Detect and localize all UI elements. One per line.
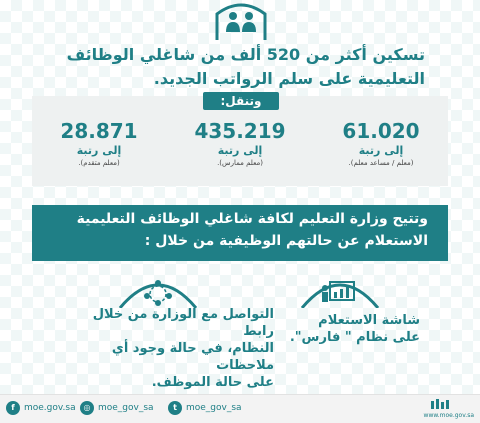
- method-contact: [66, 306, 274, 391]
- stat-rank: إلى رتبة: [217, 144, 263, 157]
- stat-rank: إلى رتبة: [76, 144, 122, 157]
- method-contact-line1: التواصل مع الوزارة من خلال رابط: [92, 307, 274, 339]
- headline: [45, 43, 425, 91]
- people-icon: [215, 0, 267, 40]
- website-text: moe.gov.sa: [24, 403, 76, 413]
- ministry-logo: [424, 398, 474, 419]
- method-screen: [270, 312, 420, 346]
- method-screen-line1: شاشة الاستعلام: [318, 313, 420, 328]
- method-contact-line3: على حالة الموظف.: [151, 375, 274, 390]
- globe-icon: f: [6, 401, 20, 415]
- ministry-line1: وتتيح وزارة التعليم لكافة شاغلي الوظائف التعليمية: [76, 211, 428, 227]
- presentation-screen-icon: [300, 268, 380, 308]
- stat-number: 61.020: [342, 119, 420, 143]
- headline-line2: التعليمية على سلم الرواتب الجديد.: [153, 69, 425, 88]
- twitter-text: moe_gov_sa: [186, 403, 242, 413]
- stat-note: (معلم / مساعد معلم).: [348, 159, 414, 167]
- twitter-icon: t: [168, 401, 182, 415]
- stat-rank: إلى رتبة: [358, 144, 404, 157]
- stat-advanced-teacher: [44, 118, 154, 168]
- stat-note: (معلم ممارس).: [217, 159, 263, 167]
- ministry-text: [32, 208, 428, 252]
- ministry-logo-mark: [429, 398, 469, 410]
- instagram-text: moe_gov_sa: [98, 403, 154, 413]
- ministry-line2: الاستعلام عن حالتهم الوظيفية من خلال :: [144, 233, 428, 249]
- stat-number: 28.871: [60, 119, 138, 143]
- brand-url: www.moe.gov.sa: [423, 412, 474, 419]
- stat-teacher-assistant: [326, 118, 436, 168]
- network-people-icon: [118, 268, 198, 308]
- moves-label: وتنقل:: [203, 92, 279, 110]
- twitter-link[interactable]: [168, 400, 242, 416]
- method-screen-line2: على نظام " فارس".: [289, 330, 420, 345]
- stat-practicing-teacher: [185, 118, 295, 168]
- headline-line1: تسكين أكثر من 520 ألف من شاغلي الوظائف: [66, 45, 425, 64]
- stat-note: (معلم متقدم).: [78, 159, 120, 167]
- method-contact-line2: النظام، في حالة وجود أي ملاحظات: [111, 341, 274, 373]
- instagram-link[interactable]: [80, 400, 154, 416]
- instagram-icon: ◎: [80, 401, 94, 415]
- stat-number: 435.219: [194, 119, 286, 143]
- website-link[interactable]: [6, 400, 76, 416]
